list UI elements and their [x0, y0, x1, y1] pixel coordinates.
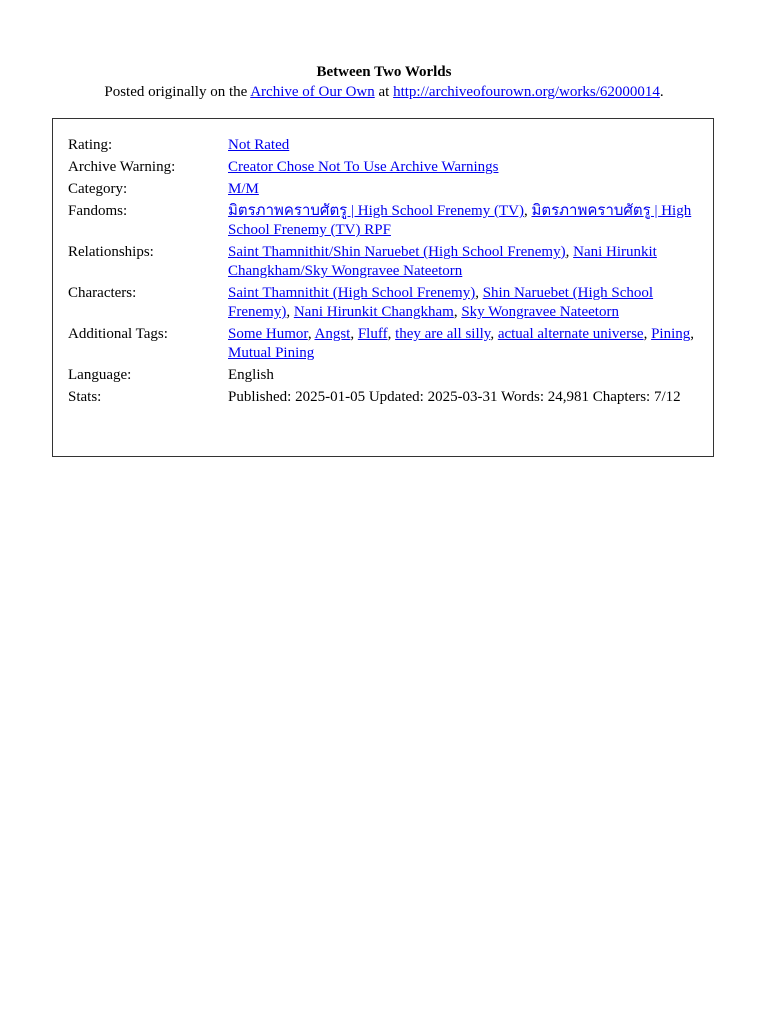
- work-header: [0, 62, 768, 102]
- tag-link[interactable]: Angst: [314, 326, 351, 342]
- work-url-link[interactable]: http://archiveofourown.org/works/62000014: [393, 84, 660, 100]
- characters-row: Characters: Saint Thamnithit (High School Frenemy), Shin Naruebet (High School Frenemy), Nani Hirunkit Changkham, Sky Wongravee Nateetorn: [68, 284, 698, 325]
- language-label: Language:: [68, 367, 132, 383]
- relationships-row: Relationships: Saint Thamnithit/Shin Naruebet (High School Frenemy), Nani Hirunkit Changkham/Sky Wongravee Nateetorn: [68, 243, 698, 284]
- rating-label: Rating:: [68, 137, 113, 153]
- archive-link[interactable]: Archive of Our Own: [250, 84, 375, 100]
- character-link[interactable]: Sky Wongravee Nateetorn: [461, 304, 619, 320]
- tag-link[interactable]: actual alternate universe: [497, 326, 644, 342]
- stats-label: Stats:: [68, 389, 102, 405]
- tags-label: Additional Tags:: [68, 326, 168, 342]
- warning-link[interactable]: Creator Chose Not To Use Archive Warnings: [228, 159, 499, 175]
- character-link[interactable]: Nani Hirunkit Changkham: [293, 304, 454, 320]
- stats-row: [68, 388, 698, 410]
- at-text: at: [374, 84, 394, 100]
- characters-label: Characters:: [68, 285, 137, 301]
- category-label: Category:: [68, 181, 128, 197]
- warning-label: Archive Warning:: [68, 159, 176, 175]
- tags-row: Additional Tags: Some Humor, Angst, Fluff, they are all silly, actual alternate universe, Pining, Mutual Pining: [68, 325, 698, 366]
- relationship-link[interactable]: Saint Thamnithit/Shin Naruebet (High School Frenemy): [228, 244, 566, 260]
- fandom-link[interactable]: มิตรภาพคราบศัตรู | High School Frenemy (TV): [228, 203, 524, 219]
- character-link[interactable]: Saint Thamnithit (High School Frenemy): [228, 285, 476, 301]
- end-period: .: [659, 84, 664, 100]
- work-title: Between Two Worlds: [316, 64, 452, 80]
- stats-value: Published: 2025-01-05 Updated: 2025-03-31 Words: 24,981 Chapters: 7/12: [228, 389, 681, 405]
- rating-row: [68, 136, 698, 158]
- fandom-link[interactable]: มิตรภาพคราบศัตรู | High School Frenemy (TV) RPF: [228, 203, 692, 238]
- tag-link[interactable]: Pining: [651, 326, 691, 342]
- posted-prefix: Posted originally on the: [104, 84, 251, 100]
- fandoms-row: Fandoms: มิตรภาพคราบศัตรู | High School Frenemy (TV), มิตรภาพคราบศัตรู | High School Frenemy (TV) RPF: [68, 202, 698, 243]
- warning-row: [68, 158, 698, 180]
- character-link[interactable]: Shin Naruebet (High School Frenemy): [228, 285, 654, 320]
- relationships-label: Relationships:: [68, 244, 154, 260]
- tag-link[interactable]: Mutual Pining: [228, 345, 315, 361]
- metadata-table: [68, 136, 698, 410]
- relationship-link[interactable]: Nani Hirunkit Changkham/Sky Wongravee Nateetorn: [228, 244, 657, 279]
- tag-link[interactable]: Fluff: [357, 326, 388, 342]
- category-row: [68, 180, 698, 202]
- rating-link[interactable]: Not Rated: [228, 137, 290, 153]
- category-link[interactable]: M/M: [228, 181, 259, 197]
- posted-line: [0, 82, 768, 102]
- fandoms-label: Fandoms:: [68, 203, 128, 219]
- language-row: [68, 366, 698, 388]
- tag-link[interactable]: they are all silly: [395, 326, 491, 342]
- tag-link[interactable]: Some Humor: [228, 326, 308, 342]
- language-value: English: [228, 367, 274, 383]
- metadata-box: [52, 118, 714, 457]
